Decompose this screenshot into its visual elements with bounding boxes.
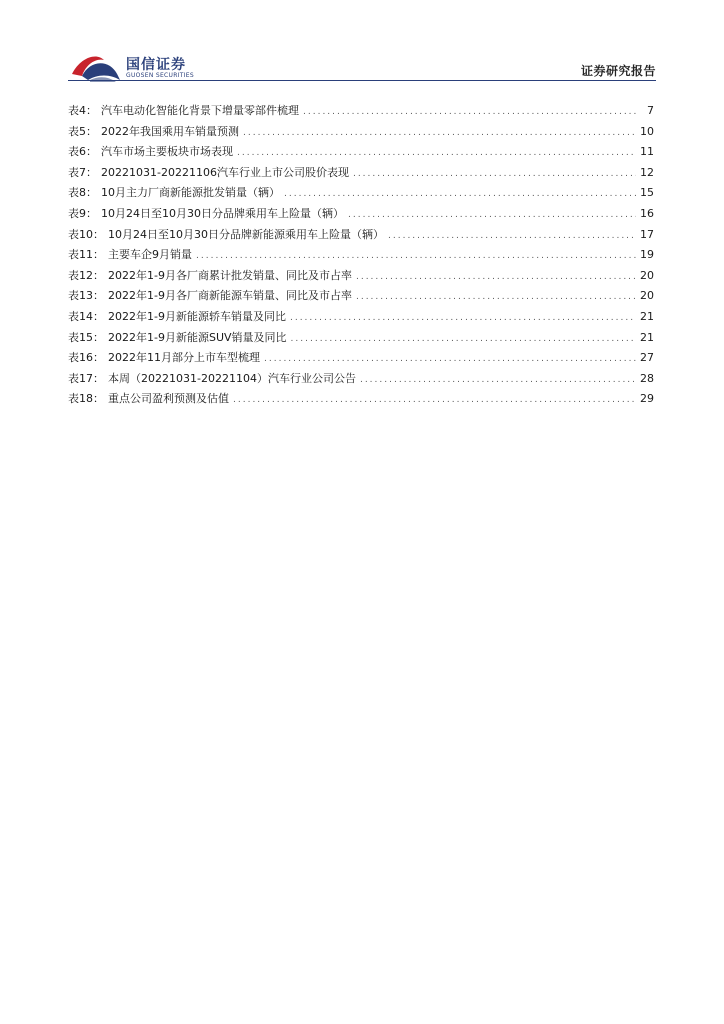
toc-entry-title: 10月24日至10月30日分品牌乘用车上险量（辆） [101,206,344,220]
toc-dot-leader [348,205,636,226]
toc-dot-leader [353,164,636,185]
table-of-contents [68,101,656,410]
toc-entry[interactable] [68,286,656,307]
page-header [0,0,724,90]
toc-entry[interactable] [68,101,656,122]
toc-entry[interactable] [68,245,656,266]
toc-entry-label: 表18： [68,392,104,406]
toc-entry-page-number: 16 [640,206,654,220]
toc-entry-label: 表14： [68,309,104,323]
toc-entry-page-number: 10 [640,124,654,138]
toc-dot-leader [284,184,636,205]
toc-entry-label: 表13： [68,289,104,303]
toc-entry-title: 10月主力厂商新能源批发销量（辆） [101,186,280,200]
toc-entry-label: 表15： [68,330,104,344]
toc-entry-label: 表7： [68,165,97,179]
toc-entry-label: 表8： [68,186,97,200]
toc-entry-label: 表6： [68,145,97,159]
toc-dot-leader [303,102,636,123]
toc-entry-title: 重点公司盈利预测及估值 [108,392,229,406]
toc-entry-title: 2022年1-9月新能源SUV销量及同比 [108,330,287,344]
report-type-label: 证券研究报告 [580,64,656,78]
toc-entry-page-number: 11 [640,145,654,159]
toc-entry-page-number: 20 [640,268,654,282]
toc-entry-title: 2022年我国乘用车销量预测 [101,124,239,138]
toc-entry-title: 汽车电动化智能化背景下增量零部件梳理 [101,104,299,117]
toc-entry-label: 表17： [68,371,104,385]
toc-entry-title: 2022年1-9月各厂商累计批发销量、同比及市占率 [108,268,352,282]
toc-entry-page-number: 19 [640,248,654,262]
toc-entry-title: 主要车企9月销量 [108,248,192,262]
toc-entry[interactable] [68,369,656,390]
toc-entry[interactable] [68,122,656,143]
toc-entry-page-number: 27 [640,351,654,365]
toc-entry-label: 表11： [68,248,104,262]
toc-entry-page-number: 21 [640,309,654,323]
toc-entry[interactable] [68,142,656,163]
toc-dot-leader [290,308,636,329]
toc-entry[interactable] [68,307,656,328]
guosen-logo [70,50,210,84]
toc-entry-title: 2022年1-9月各厂商新能源车销量、同比及市占率 [108,289,352,303]
toc-entry[interactable] [68,204,656,225]
toc-entry[interactable] [68,163,656,184]
toc-dot-leader [196,246,636,267]
toc-entry-page-number: 15 [640,186,654,200]
toc-entry[interactable] [68,348,656,369]
toc-entry-page-number: 21 [640,330,654,344]
toc-dot-leader [243,123,636,144]
logo-mark-icon [70,50,122,84]
toc-entry-label: 表9： [68,206,97,220]
toc-entry-label: 表4： [68,104,97,117]
toc-entry-page-number: 28 [640,371,654,385]
toc-entry-title: 20221031-20221106汽车行业上市公司股价表现 [101,165,349,179]
toc-entry[interactable] [68,328,656,349]
toc-entry-title: 2022年1-9月新能源轿车销量及同比 [108,309,286,323]
logo-chinese-name: 国信证券 [126,57,186,73]
logo-english-name: GUOSEN SECURITIES [126,72,195,79]
toc-dot-leader [233,390,636,411]
toc-entry-page-number: 20 [640,289,654,303]
toc-entry-page-number: 7 [647,104,654,117]
toc-entry[interactable] [68,183,656,204]
toc-dot-leader [356,287,636,308]
header-divider [68,80,656,81]
toc-entry-title: 10月24日至10月30日分品牌新能源乘用车上险量（辆） [108,227,384,241]
toc-entry-title: 2022年11月部分上市车型梳理 [108,351,260,365]
toc-entry-title: 汽车市场主要板块市场表现 [101,145,233,159]
toc-dot-leader [356,267,636,288]
toc-dot-leader [388,226,636,247]
toc-dot-leader [360,370,636,391]
toc-entry[interactable] [68,266,656,287]
toc-entry[interactable] [68,389,656,410]
toc-entry-label: 表5： [68,124,97,138]
toc-dot-leader [237,143,636,164]
toc-entry-page-number: 12 [640,165,654,179]
toc-entry-page-number: 17 [640,227,654,241]
toc-entry-label: 表10： [68,227,104,241]
toc-entry-label: 表16： [68,351,104,365]
toc-entry-label: 表12： [68,268,104,282]
toc-dot-leader [291,329,636,350]
toc-entry-title: 本周（20221031-20221104）汽车行业公司公告 [108,371,356,385]
toc-dot-leader [264,349,636,370]
toc-entry[interactable] [68,225,656,246]
toc-entry-page-number: 29 [640,392,654,406]
